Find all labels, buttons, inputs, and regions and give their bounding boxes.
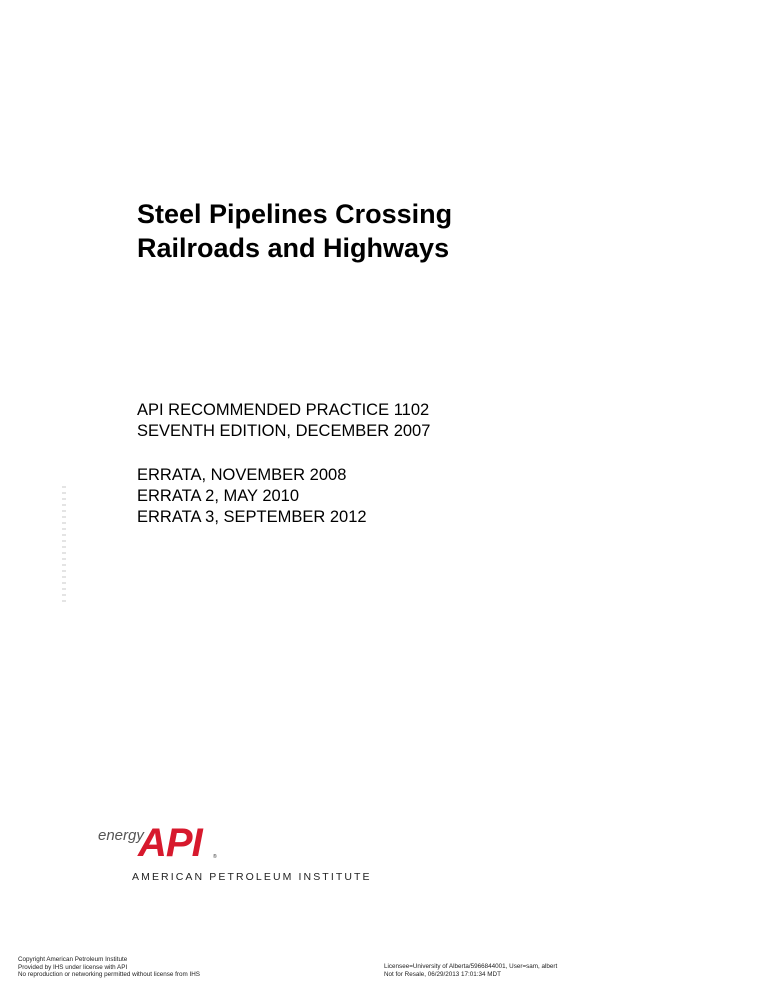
title-line-1: Steel Pipelines Crossing — [137, 199, 453, 229]
footer-right-line-1: Licensee=University of Alberta/5966844001, User=sam, albert — [384, 963, 558, 970]
errata-line-2: ERRATA 2, MAY 2010 — [137, 487, 300, 505]
footer-left-line-1: Copyright American Petroleum Institute — [18, 956, 128, 963]
logo-mark: API — [138, 821, 202, 860]
errata-line-1: ERRATA, NOVEMBER 2008 — [137, 466, 347, 484]
title-line-2: Railroads and Highways — [137, 233, 450, 263]
side-watermark — [62, 486, 66, 604]
errata-line-3: ERRATA 3, SEPTEMBER 2012 — [137, 508, 367, 526]
footer-left-line-3: No reproduction or networking permitted without license from IHS — [18, 971, 200, 979]
footer-license — [384, 963, 557, 978]
designation-line-2: SEVENTH EDITION, DECEMBER 2007 — [137, 422, 431, 440]
api-logo-icon — [98, 818, 222, 860]
registered-mark: ® — [213, 854, 217, 860]
designation-line-1: API RECOMMENDED PRACTICE 1102 — [137, 401, 430, 419]
errata-list — [137, 465, 367, 528]
document-title — [137, 197, 452, 265]
footer-copyright — [18, 956, 200, 979]
footer-left-line-2: Provided by IHS under license with API — [18, 963, 128, 971]
document-designation — [137, 400, 430, 442]
publisher-name: AMERICAN PETROLEUM INSTITUTE — [132, 871, 372, 883]
logo-tagline: energy — [98, 827, 144, 844]
footer-right-line-2: Not for Resale, 06/29/2013 17:01:34 MDT — [384, 970, 501, 978]
